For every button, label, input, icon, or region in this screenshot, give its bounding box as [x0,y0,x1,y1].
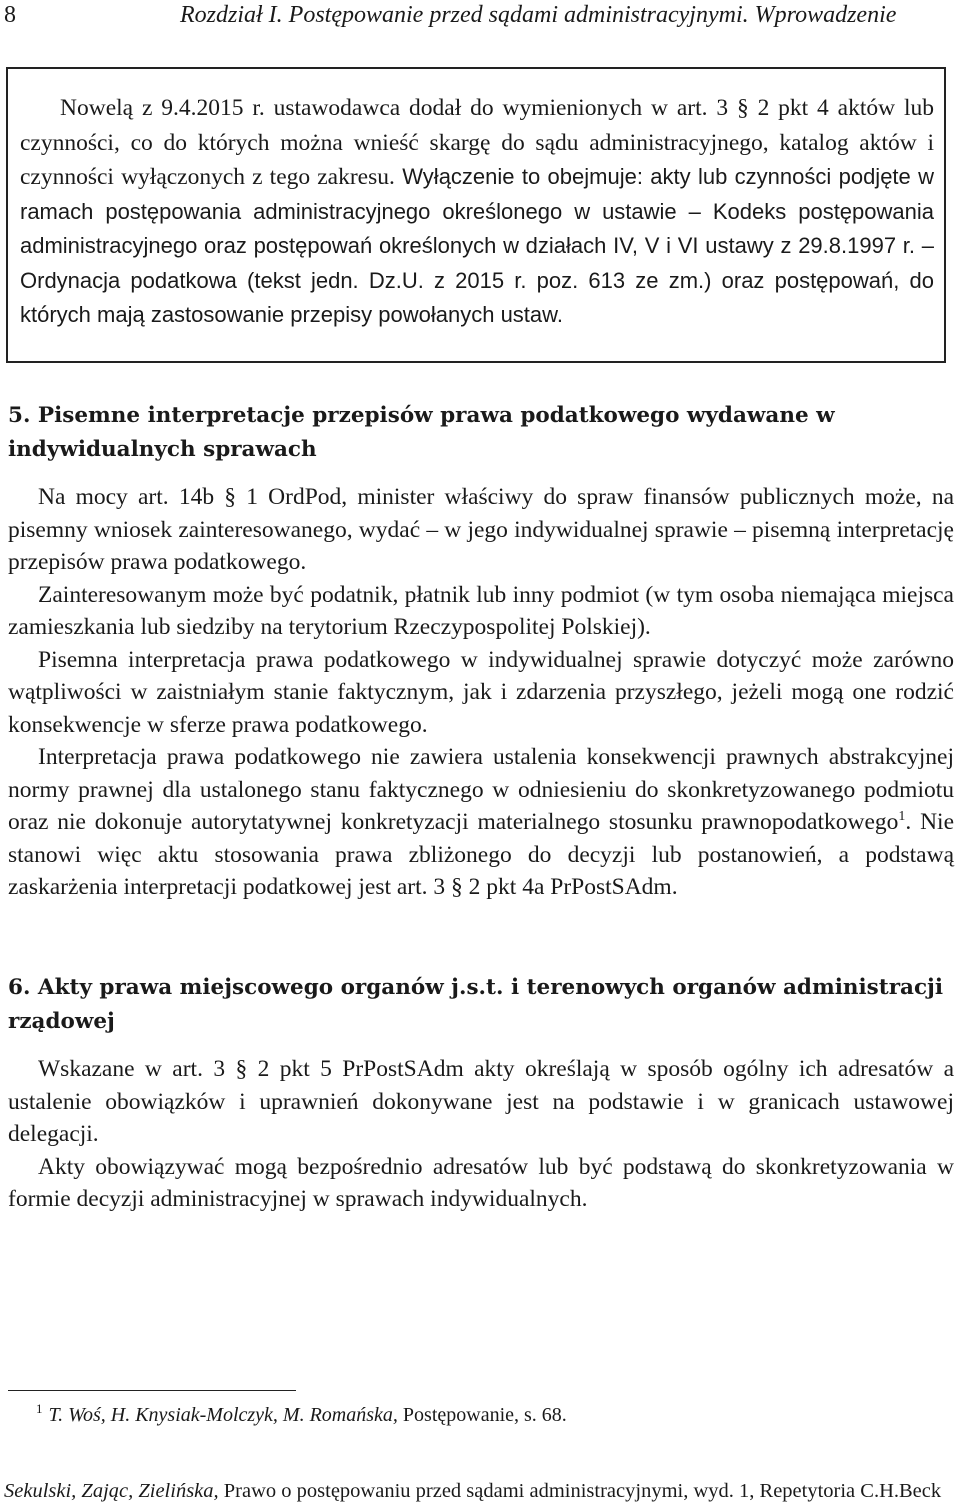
footnote-authors: T. Woś, H. Knysiak-Molczyk, M. Romańska, [48,1404,398,1426]
paragraph-text: . Nie stanowi więc aktu stosowania prawa zbliżonego do decyzji lub postanowień, a podstawą zaskarżenia interpretacji podatkowej jest art. 3 § 2 pkt 4a PrPostSAdm. [8,809,954,900]
page-number: 8 [4,2,16,28]
footer-title: Prawo o postępowaniu przed sądami administracyjnymi, wyd. 1, Repetytoria C.H.Beck [218,1480,942,1502]
section-5-body [8,481,954,904]
footer-authors: Sekulski, Zając, Zielińska, [4,1480,219,1502]
footnote-divider [8,1390,296,1391]
section-5-paragraph: Pisemna interpretacja prawa podatkowego w indywidualnej sprawie dotyczyć może zarówno wątpliwości w zaistniałym stanie faktycznym, jak i zdarzenia przyszłego, jeżeli mogą one rodzić konsekwencje w sferze prawa podatkowego. [8,646,954,738]
amendment-box-text [20,91,934,333]
footnote-reference[interactable]: 1 [898,809,906,824]
footnote-title: Postępowanie, s. 68. [397,1404,567,1426]
page-footer [4,1480,941,1503]
section-5-paragraph: Na mocy art. 14b § 1 OrdPod, minister właściwy do spraw finansów publicznych może, na pisemny wniosek zainteresowanego, wydać – w jego indywidualnej sprawie – pisemną interpretację przepisów prawa podatkowego. [8,484,954,575]
footnote [36,1401,567,1427]
section-6-body [8,1053,954,1216]
section-5-paragraph-with-footnote [8,741,954,904]
box-paragraph-intro: Nowelą z 9.4.2015 r. ustawodawca dodał do wymienionych w art. 3 § 2 pkt 4 aktów lub czynności, co do których można wnieść skargę do sądu administracyjnego, katalog aktów i czynności wyłączonych z tego zakresu. [20,95,934,190]
section-6-paragraph: Wskazane w art. 3 § 2 pkt 5 PrPostSAdm akty określają w sposób ogólny ich adresatów a ustalenie obowiązków i uprawnień dokonywane jest na podstawie i w granicach ustawowej delegacji. [8,1056,954,1147]
paragraph-text: Interpretacja prawa podatkowego nie zawiera ustalenia konsekwencji prawnych abstrakcyjnej normy prawnej dla ustalonego stanu faktycznego w odniesieniu do skonkretyzowanego podmiotu oraz nie dokonuje autorytatywnej konkretyzacji materialnego stosunku prawnopodatkowego [8,744,954,835]
amendment-box [6,67,946,363]
section-5-heading: 5. Pisemne interpretacje przepisów prawa podatkowego wydawane w indywidualnych sprawach [8,403,835,462]
box-paragraph-exclusion: Wyłączenie to obejmuje: akty lub czynności podjęte w ramach postępowania administracyjnego określonego w ustawie – Kodeks postępowania administracyjnego oraz postępowań określonych w działach IV, V i VI ustawy z 29.8.1997 r. – Ordynacja podatkowa (tekst jedn. Dz.U. z 2015 r. poz. 613 ze zm.) oraz postępowań, do których mają zastosowanie przepisy powołanych ustaw. [20,164,935,327]
running-head: Rozdział I. Postępowanie przed sądami administracyjnymi. Wprowadzenie [180,2,897,28]
footnote-number: 1 [36,1401,43,1416]
section-6-paragraph: Akty obowiązywać mogą bezpośrednio adresatów lub być podstawą do skonkretyzowania w formie decyzji administracyjnej w sprawach indywidualnych. [8,1153,954,1212]
section-6-heading: 6. Akty prawa miejscowego organów j.s.t. i terenowych organów administracji rządowej [8,975,943,1034]
section-5-paragraph: Zainteresowanym może być podatnik, płatnik lub inny podmiot (w tym osoba niemająca miejsca zamieszkania lub siedziby na terytorium Rzeczypospolitej Polskiej). [8,581,954,640]
